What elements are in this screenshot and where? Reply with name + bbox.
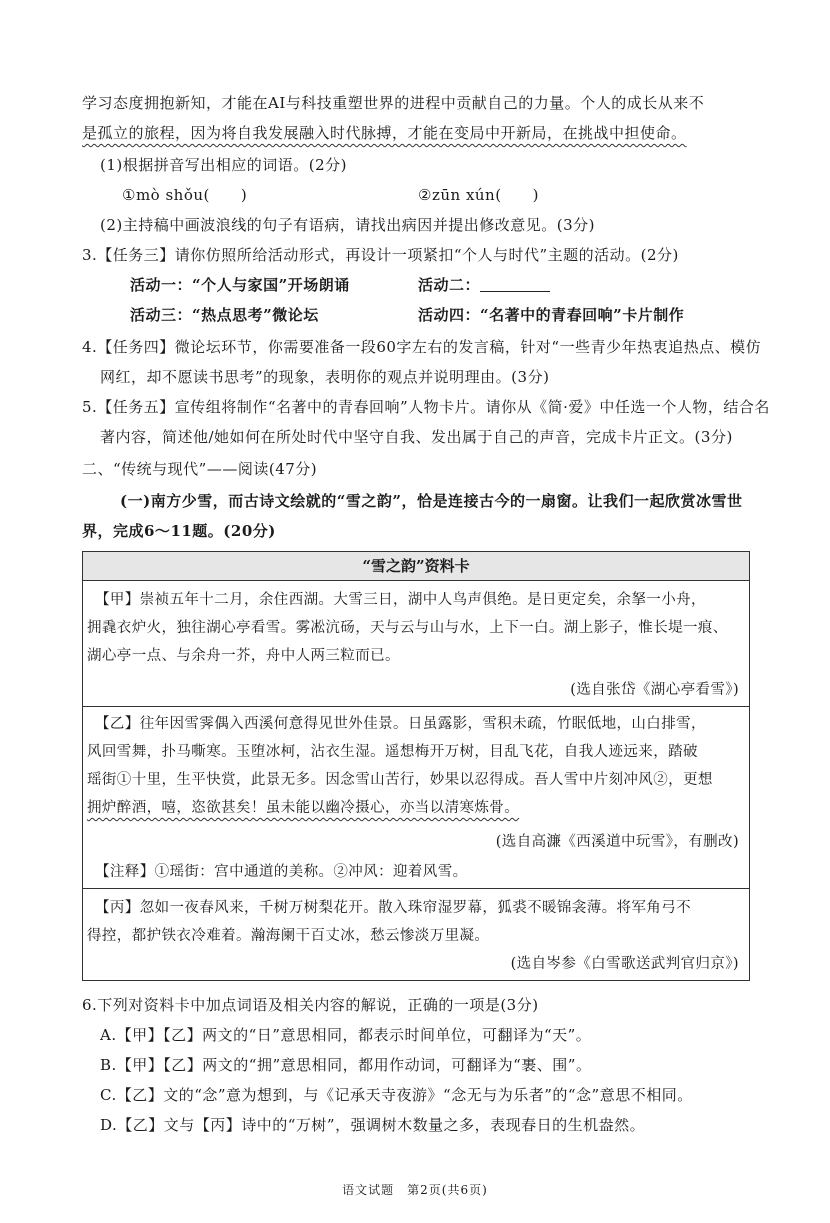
task-4-line-2: 网红，却不愿读书思考”的现象，表明你的观点并说明理由。(3分) bbox=[100, 368, 550, 386]
card-divider bbox=[83, 888, 749, 889]
passage-line-2 bbox=[82, 118, 752, 148]
wavy-underlined-sentence: 是孤立的旅程，因为将自我发展融入时代脉搏，才能在变局中开新局，在挑战中担使命。 bbox=[82, 124, 687, 142]
task-5-line-1: 5.【任务五】宣传组将制作“名著中的青春回响”人物卡片。请你从《简·爱》中任选一个人物，结合名 bbox=[82, 398, 770, 416]
passage-line-1: 学习态度拥抱新知，才能在AI与科技重塑世界的进程中贡献自己的力量。个人的成长从来不 bbox=[82, 94, 705, 112]
passage-bing-line-2: 得控，都护铁衣冷难着。瀚海阑干百丈冰，愁云惨淡万里凝。 bbox=[87, 928, 490, 944]
passage-bing-line-1: 【丙】忽如一夜春风来，千树万树梨花开。散入珠帘湿罗幕，狐裘不暖锦衾薄。将军角弓不 bbox=[95, 900, 691, 916]
question-1: (1)根据拼音写出相应的词语。(2分) bbox=[100, 156, 347, 174]
option-b[interactable]: B.【甲】【乙】两文的“拥”意思相同，都用作动词，可翻译为“裹、围”。 bbox=[100, 1056, 592, 1074]
answer-blank[interactable] bbox=[480, 275, 550, 292]
passage-jia-line-1: 【甲】崇祯五年十二月，余住西湖。大雪三日，湖中人鸟声俱绝。是日更定矣，余拏一小舟， bbox=[95, 592, 706, 608]
activity-4: 活动四：“名著中的青春回响”卡片制作 bbox=[418, 306, 685, 324]
passage-yi-line-2: 风回雪舞，扑马嘶寒。玉堕冰柯，沾衣生湿。遥想梅开万树，目乱飞花，自我人迹远来，踏破 bbox=[87, 744, 698, 760]
activity-2: 活动二： bbox=[418, 270, 718, 300]
passage-jia-source: (选自张岱《湖心亭看雪》) bbox=[570, 682, 739, 698]
task-5-line-2: 著内容，简述他/她如何在所处时代中坚守自我、发出属于自己的声音，完成卡片正文。(3分) bbox=[100, 428, 733, 446]
passage-jia-line-3: 湖心亭一点、与余舟一芥，舟中人两三粒而已。 bbox=[87, 648, 400, 664]
passage-yi-source: (选自高濂《西溪道中玩雪》，有删改) bbox=[495, 834, 739, 850]
annotation: 【注释】①瑶街：宫中通道的美称。②冲风：迎着风雪。 bbox=[95, 864, 468, 880]
question-6-stem: 6.下列对资料卡中加点词语及相关内容的解说，正确的一项是(3分) bbox=[82, 996, 539, 1014]
passage-yi-line-1: 【乙】往年因雪霁偶入西溪何意得见世外佳景。日虽露影，雪积未疏，竹眠低地，山白排雪， bbox=[95, 716, 706, 732]
page-footer: 语文试题 第2页(共6页) bbox=[342, 1183, 488, 1197]
activity-3: 活动三：“热点思考”微论坛 bbox=[130, 306, 319, 324]
question-2: (2)主持稿中画波浪线的句子有语病，请找出病因并提出修改意见。(3分) bbox=[100, 216, 595, 234]
option-d[interactable]: D.【乙】文与【丙】诗中的“万树”，强调树木数量之多，表现春日的生机盎然。 bbox=[100, 1116, 646, 1134]
option-a[interactable]: A.【甲】【乙】两文的“日”意思相同，都表示时间单位，可翻译为“天”。 bbox=[100, 1026, 592, 1044]
section-2-heading: 二、“传统与现代”——阅读(47分) bbox=[82, 460, 318, 478]
reading-intro-line-1: (一)南方少雪，而古诗文绘就的“雪之韵”，恰是连接古今的一扇窗。让我们一起欣赏冰雪世 bbox=[120, 492, 743, 510]
card-title: “雪之韵”资料卡 bbox=[83, 552, 749, 581]
passage-yi-line-4: 拥炉醉酒，嘻，恣欲甚矣！虽未能以幽冷摄心，亦当以清寒炼骨。 bbox=[87, 800, 520, 816]
passage-yi-line-3: 瑶街①十里，生平快赏，此景无多。因念雪山苦行，妙果以忍得成。吾人雪中片刻冲风②，更想 bbox=[87, 772, 713, 788]
task-4-line-1: 4.【任务四】微论坛环节，你需要准备一段60字左右的发言稿，针对“一些青少年热衷追热点、模仿 bbox=[82, 338, 762, 356]
passage-bing-source: (选自岑参《白雪歌送武判官归京》) bbox=[510, 956, 739, 972]
task-3: 3.【任务三】请你仿照所给活动形式，再设计一项紧扣“个人与时代”主题的活动。(2分) bbox=[82, 246, 679, 264]
material-card bbox=[82, 551, 750, 981]
activity-1: 活动一：“个人与家国”开场朗诵 bbox=[130, 276, 350, 294]
pinyin-item-2: ②zūn xún( ) bbox=[418, 186, 539, 204]
card-divider bbox=[83, 706, 749, 707]
reading-intro-line-2: 界，完成6～11题。(20分) bbox=[82, 522, 276, 540]
pinyin-item-1: ①mò shǒu( ) bbox=[122, 186, 248, 204]
passage-jia-line-2: 拥毳衣炉火，独往湖心亭看雪。雾凇沆砀，天与云与山与水，上下一白。湖上影子，惟长堤一痕、 bbox=[87, 620, 728, 636]
option-c[interactable]: C.【乙】文的“念”意为想到，与《记承天寺夜游》“念无与为乐者”的“念”意思不相同。 bbox=[100, 1086, 693, 1104]
